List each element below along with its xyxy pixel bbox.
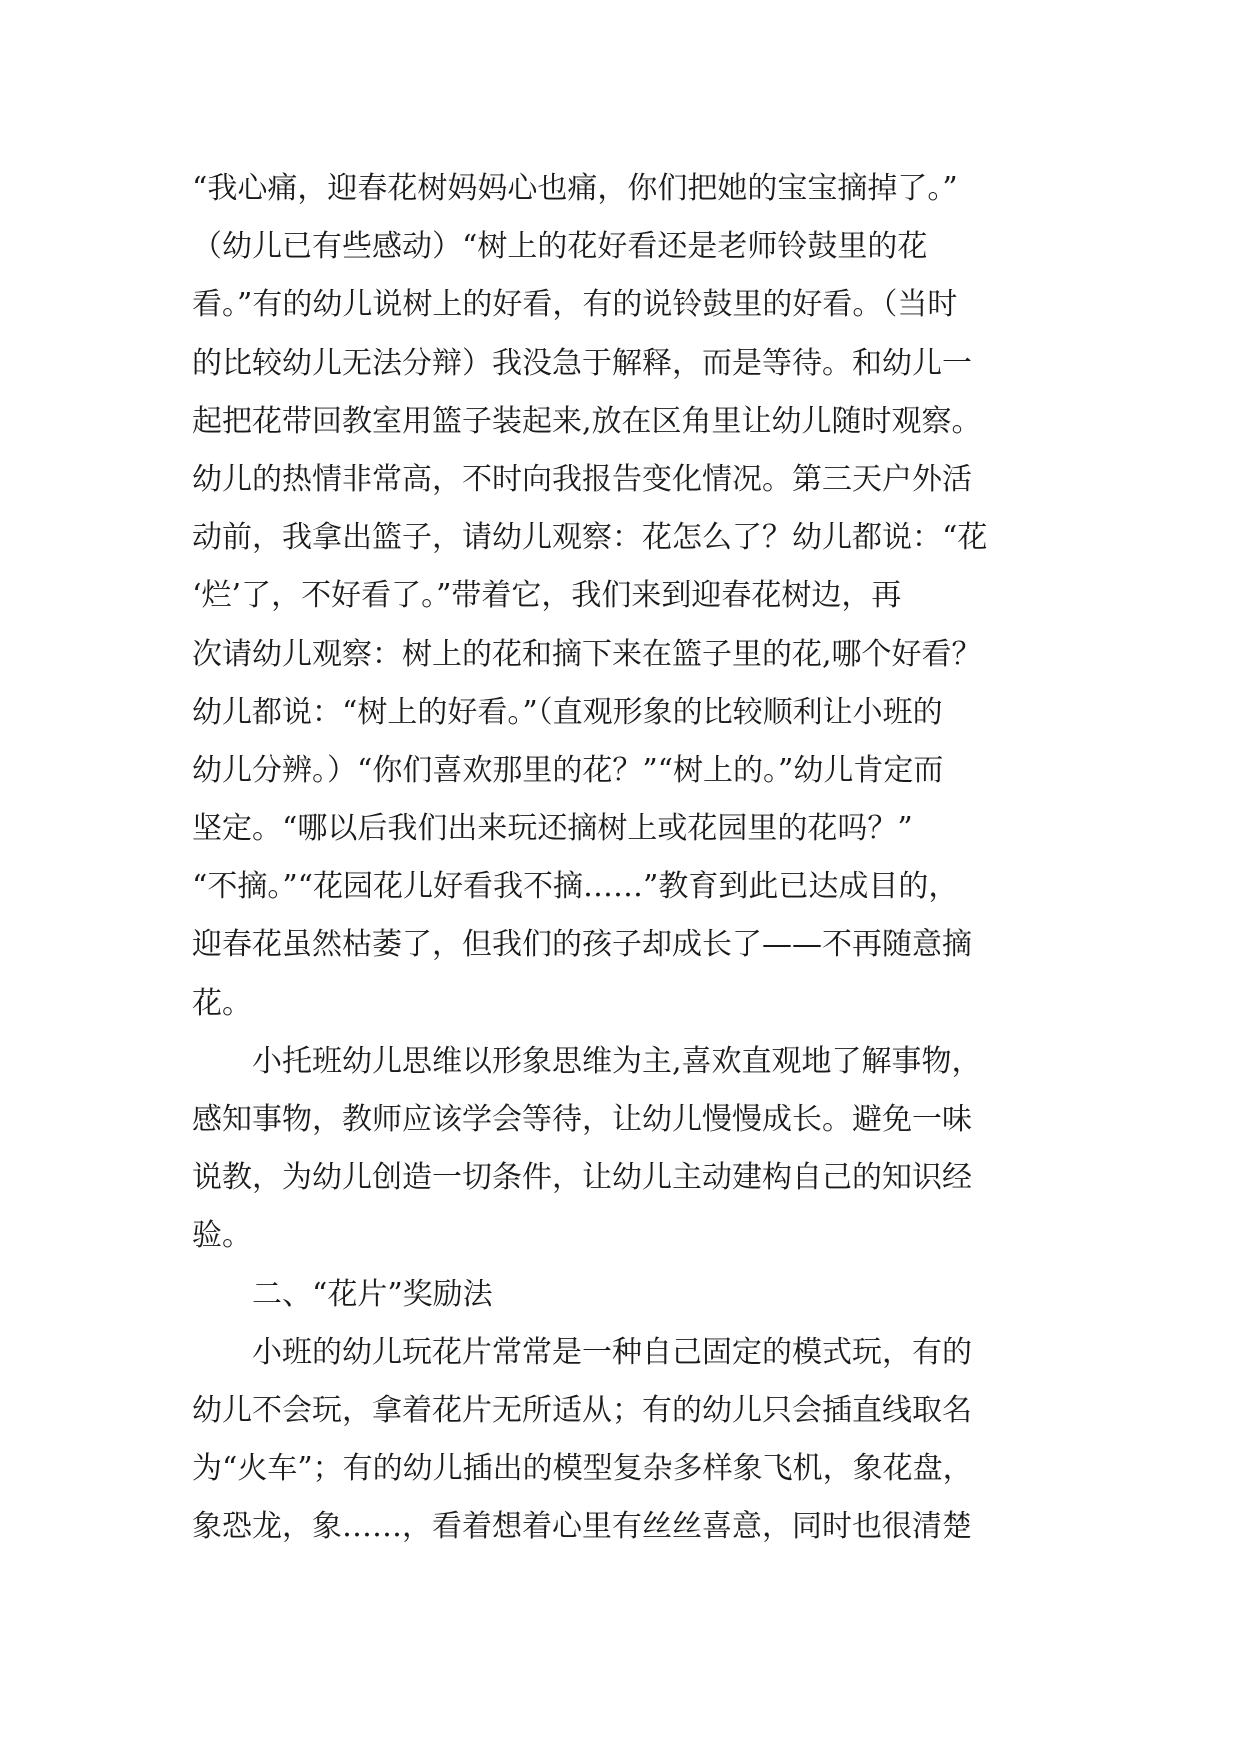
text-line: 说教，为幼儿创造一切条件，让幼儿主动建构自己的知识经 <box>192 1160 972 1196</box>
text-line: 小托班幼儿思维以形象思维为主,喜欢直观地了解事物， <box>252 1043 982 1079</box>
body-text <box>192 160 1092 1557</box>
text-line: 感知事物，教师应该学会等待，让幼儿慢慢成长。避免一味 <box>192 1102 972 1137</box>
text-line: 花。 <box>192 985 252 1021</box>
text-line: 迎春花虽然枯萎了，但我们的孩子却成长了——不再随意摘 <box>192 927 972 963</box>
text-line: 看。”有的幼儿说树上的好看，有的说铃鼓里的好看。（当时 <box>192 287 958 323</box>
text-line: 幼儿不会玩，拿着花片无所适从；有的幼儿只会插直线取名 <box>192 1392 972 1428</box>
text-line: 起把花带回教室用篮子装起来,放在区角里让幼儿随时观察。 <box>192 403 982 439</box>
text-line: 动前，我拿出篮子，请幼儿观察：花怎么了？幼儿都说：“花 <box>192 520 988 556</box>
text-line: 幼儿都说：“树上的好看。”（直观形象的比较顺利让小班的 <box>192 694 943 730</box>
text-line: 小班的幼儿玩花片常常是一种自己固定的模式玩，有的 <box>252 1334 972 1370</box>
text-line: ‘烂’了，不好看了。”带着它，我们来到迎春花树边，再 <box>192 578 902 614</box>
text-line: 的比较幼儿无法分辩）我没急于解释，而是等待。和幼儿一 <box>192 345 972 381</box>
text-line: 坚定。“哪以后我们出来玩还摘树上或花园里的花吗？” <box>192 811 913 847</box>
text-line: “不摘。”“花园花儿好看我不摘……”教育到此已达成目的， <box>192 869 959 905</box>
text-line: （幼儿已有些感动）“树上的花好看还是老师铃鼓里的花 <box>192 229 928 265</box>
text-line: 象恐龙，象……，看着想着心里有丝丝喜意，同时也很清楚 <box>192 1509 972 1545</box>
text-line: 验。 <box>192 1218 252 1254</box>
text-line: “我心痛，迎春花树妈妈心也痛，你们把她的宝宝摘掉了。” <box>192 171 958 206</box>
text-line: 次请幼儿观察：树上的花和摘下来在篮子里的花,哪个好看？ <box>192 636 982 672</box>
text-line: 幼儿分辨。）“你们喜欢那里的花？”“树上的。”幼儿肯定而 <box>192 752 944 788</box>
text-line: 为“火车”；有的幼儿插出的模型复杂多样象飞机，象花盘， <box>192 1451 973 1487</box>
text-line: 二、“花片”奖励法 <box>252 1276 493 1312</box>
text-line: 幼儿的热情非常高，不时向我报告变化情况。第三天户外活 <box>192 461 972 497</box>
